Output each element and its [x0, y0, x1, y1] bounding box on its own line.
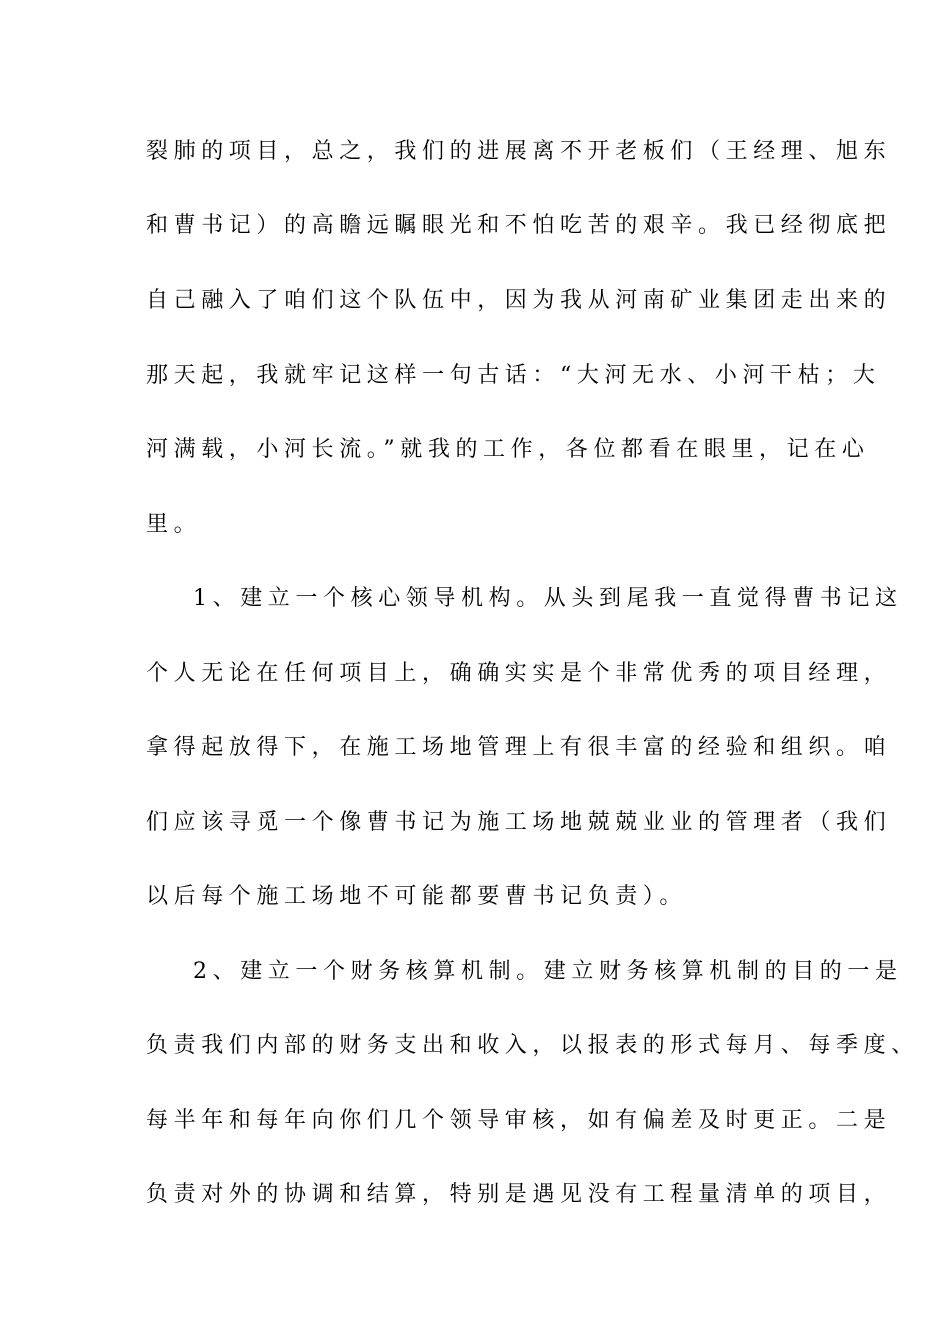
paragraph-1-line-5: 以后每个施工场地不可能都要曹书记负责）。 — [146, 884, 688, 909]
paragraph-2-line-4: 负责对外的协调和结算，特别是遇见没有工程量清单的项目， — [146, 1182, 892, 1207]
text-line-1: 裂肺的项目，总之，我们的进展离不开老板们（王经理、旭东 — [146, 139, 892, 164]
paragraph-1-line-2: 个人无论在任何项目上，确确实实是个非常优秀的项目经理， — [146, 661, 892, 686]
text-line-5: 河满载，小河长流。”就我的工作，各位都看在眼里，记在心 — [146, 437, 870, 462]
paragraph-1-line-3: 拿得起放得下，在施工场地管理上有很丰富的经验和组织。咱 — [146, 735, 892, 760]
text-line-6: 里。 — [146, 512, 202, 537]
paragraph-1-line-1: 1、建立一个核心领导机构。从头到尾我一直觉得曹书记这 — [193, 586, 903, 611]
paragraph-2-line-1: 2、建立一个财务核算机制。建立财务核算机制的目的一是 — [193, 959, 903, 984]
paragraph-2-line-2: 负责我们内部的财务支出和收入，以报表的形式每月、每季度、 — [146, 1033, 919, 1058]
paragraph-2-line-3: 每半年和每年向你们几个领导审核，如有偏差及时更正。二是 — [146, 1108, 892, 1133]
text-line-2: 和曹书记）的高瞻远瞩眼光和不怕吃苦的艰辛。我已经彻底把 — [146, 213, 892, 238]
paragraph-1-line-4: 们应该寻觅一个像曹书记为施工场地兢兢业业的管理者（我们 — [146, 810, 892, 835]
text-line-4: 那天起，我就牢记这样一句古话：“大河无水、小河干枯；大 — [146, 363, 881, 388]
text-line-3: 自己融入了咱们这个队伍中，因为我从河南矿业集团走出来的 — [146, 288, 892, 313]
